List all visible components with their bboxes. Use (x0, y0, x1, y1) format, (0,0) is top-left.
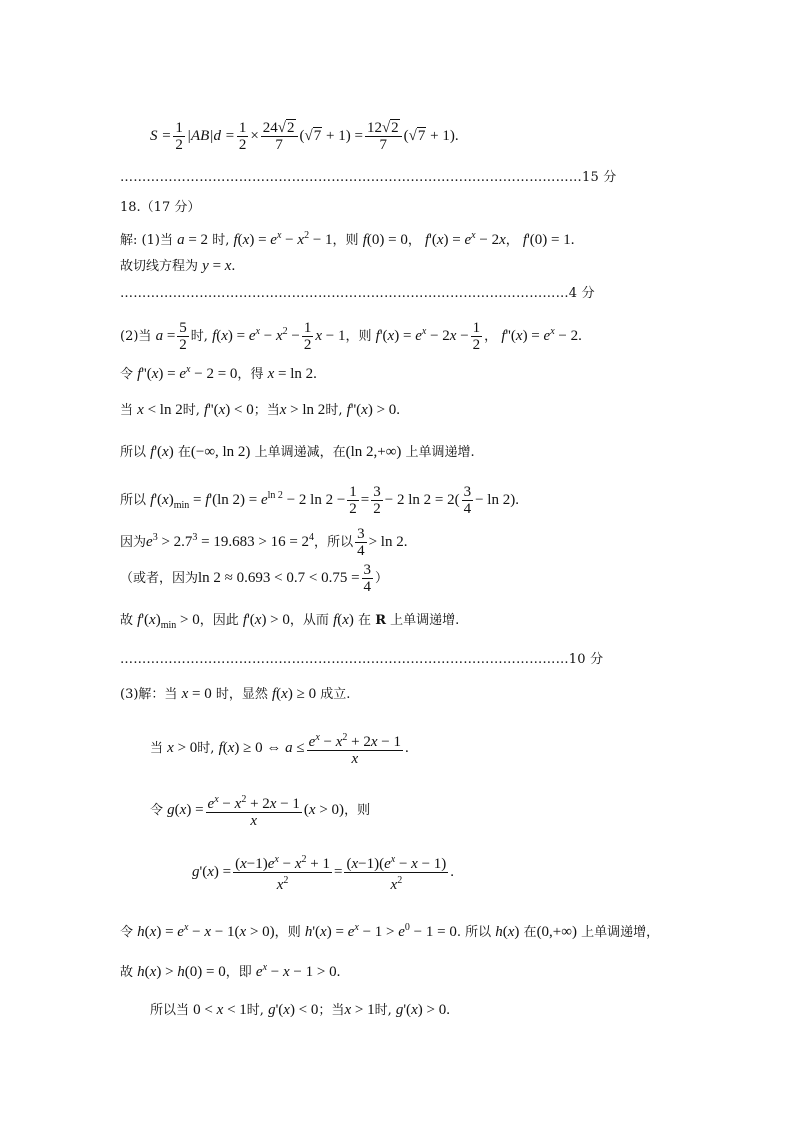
part2-line-e: 所以 $f'(x)_{min} = f'(\ln$ $2) = e^{ln 2} - 2$ ln 2 − $\frac{1}{2}$ = $\frac{3}{2}$ − 2 ln 2 = 2( $\frac{3}{4}$ − ln 2). (120, 484, 519, 517)
fraction: $\frac{1}{2}$ (303, 320, 312, 353)
label-suoyi: 所以 (120, 445, 147, 460)
label-zai: 在 (177, 445, 191, 460)
label-jie: 解: (120, 233, 138, 248)
fraction: $\frac{1}{2}$ (349, 484, 357, 517)
part3-line-e: 令 $h(x) = e^x - x - 1(x > 0)$，则 $h'(x) = e^x - 1 > e^0 - 1 = 0$. 所以 h(x) 在(0,+∞) 上单调递增， (120, 922, 660, 940)
label-ze: 则 (345, 233, 359, 248)
fraction: $\frac{(x-1)(e^x - x - 1)}{x^2}$ (346, 854, 447, 893)
label-inc-comma: 上单调递增， (581, 925, 660, 940)
label-ling-3: 令 (120, 925, 134, 940)
label-shi-4: 时, (325, 403, 343, 418)
tangent-line: 故切线方程为 y = x. (120, 258, 236, 274)
part3-line-d: g'(x) = $\frac{(x-1)e^x - x^2 + 1}{x^2}$ = $\frac{(x-1)(e^x - x - 1)}{x^2}$ . (192, 854, 455, 893)
score-15: ……………………………………………………………………………………………15 分 (120, 170, 617, 185)
label-ji: ，即 (225, 965, 252, 980)
label-xianran: 时，显然 (215, 687, 268, 702)
label-dang: 当 (120, 403, 134, 418)
label-dang-2: 当 (266, 403, 280, 418)
label-huozhe: （或者，因为 (120, 571, 199, 586)
label-inc: 上单调递增. (405, 445, 475, 460)
label-ling-2: 令 (150, 803, 164, 818)
label-huozhe-close: ） (375, 571, 389, 586)
part1-line: 解: (1)当 a = 2 时, $f(x) = e^x - x^2 - 1$，则 f(0) = 0， $f'(x) = e^x - 2x$， f'(0) = 1. (120, 230, 575, 248)
label-when-2: (2)当 (120, 329, 152, 344)
label-suoyi-h: . 所以 (456, 925, 492, 940)
label-dang-4: 当 (176, 1003, 190, 1018)
label-shi-7: 时, (374, 1003, 392, 1018)
part3-line-b: 当 x > 0时, f(x) ≥ 0 ⇔ a ≤ $\frac{e^x - x^2 + 2x - 1}{x}$ . (150, 732, 409, 767)
label-shi-3: 时, (182, 403, 200, 418)
part3-line-g: 所以当 0 < x < 1时, g'(x) < 0；当x > 1时, g'(x) > 0. (150, 1002, 450, 1018)
label-ze-2: 则 (358, 329, 372, 344)
label-suoyi-4: 所以 (150, 1003, 177, 1018)
label-dang-5: 当 (331, 1003, 345, 1018)
score-4: …………………………………………………………………………………………4 分 (120, 286, 595, 301)
label-suoyi-3: 所以 (327, 535, 354, 550)
fraction: $\frac{3}{2}$ (373, 484, 381, 517)
fraction: $\frac{1}{2}$ (175, 120, 183, 154)
fraction: $\frac{24√2}{7}$ (261, 120, 298, 153)
part2-line-h: 故 $f'(x)_{min} > 0$，因此 f'(x) > 0，从而 f(x) 在 R 上单调递增. (120, 612, 460, 631)
label-yinwei: 因为 (120, 535, 147, 550)
part3-line-a: (3)解：当 x = 0 时，显然 f(x) ≥ 0 成立. (120, 686, 351, 702)
fraction: $\frac{e^x - x^2 + 2x - 1}{x}$ (207, 794, 300, 829)
part2-line-g: （或者，因为ln 2 ≈ 0.693 < 0.7 < 0.75 = $\frac{3}{4}$ ） (120, 562, 389, 595)
label-R-inc: 上单调递增. (390, 613, 460, 628)
area-formula: S = $\frac{1}{2}$ |AB|d = $\frac{1}{2}$ × $\frac{24√2}{7}$ (√7 + 1) = $\frac{12√2}{7}$ (√7 + 1). (150, 120, 459, 154)
label-ze-3: ，则 (344, 803, 371, 818)
label-ling: 令 (120, 367, 134, 382)
label-zai-2: 在 (523, 925, 537, 940)
fraction: $\frac{1}{2}$ (238, 120, 247, 154)
label-shi-5: 时, (197, 741, 215, 756)
part3-line-f: 故 h(x) > h(0) = 0，即 $e^x - x - 1 > 0$. (120, 962, 341, 980)
fraction: $\frac{3}{4}$ (363, 562, 372, 595)
fraction: $\frac{12√2}{7}$ (365, 120, 402, 153)
part3-line-c: 令 g(x) = $\frac{e^x - x^2 + 2x - 1}{x}$ (x > 0)，则 (150, 794, 371, 829)
label-zai-R: 在 (358, 613, 372, 628)
label-shi-2: 时, (190, 329, 208, 344)
fraction: $\frac{e^x - x^2 + 2x - 1}{x}$ (308, 732, 402, 767)
label-R: R (375, 613, 387, 628)
label-shi-6: 时, (246, 1003, 264, 1018)
label-chengli: 成立. (320, 687, 351, 702)
label-gu-2: 故 (120, 965, 134, 980)
part2-line-b: 令 $f''(x) = e^x - 2 = 0$，得 x = ln 2. (120, 364, 317, 382)
label-conger: ，从而 (289, 613, 329, 628)
part2-line-f: 因为$e^3 > 2.7^3 = 19.683 > 16 = 2^4$，所以 $\frac{3}{4}$ > ln 2. (120, 526, 408, 559)
label-shi: 时, (212, 233, 230, 248)
label-gu: 故 (120, 613, 134, 628)
score-10: …………………………………………………………………………………………10 分 (120, 652, 604, 667)
label-p3-lead: (3)解：当 (120, 687, 178, 702)
label-tangent: 故切线方程为 (120, 259, 199, 274)
fraction: $\frac{1}{2}$ (472, 320, 481, 353)
fraction: $\frac{3}{4}$ (463, 484, 472, 517)
label-suoyi-2: 所以 (120, 493, 147, 508)
part2-line-c: 当 x < ln 2时, f''(x) < 0；当x > ln 2时, f''(x) > 0. (120, 402, 401, 418)
label-dec: 上单调递减，在 (254, 445, 346, 460)
part2-line-d: 所以 f'(x) 在(−∞, ln 2) 上单调递减，在(ln 2,+∞) 上单调递增. (120, 444, 475, 460)
question-18-title: 18.（17 分） (120, 200, 201, 215)
label-ze-4: 则 (287, 925, 301, 940)
fraction: $\frac{(x-1)e^x - x^2 + 1}{x^2}$ (235, 854, 330, 893)
fraction: $\frac{5}{2}$ (179, 320, 187, 353)
fraction: $\frac{3}{4}$ (357, 526, 365, 559)
part2-line-a: (2)当 a = $\frac{5}{2}$ 时, $f(x) = e^x - x^2$ − $\frac{1}{2}$ x − 1，则 $f'(x) = e^x - 2x$ − $\frac{1}{2}$ ， $f''(x) = e^x - 2$. (120, 320, 582, 353)
label-when: (1)当 (141, 233, 173, 248)
label-de: 得 (250, 367, 264, 382)
label-yinci: ，因此 (199, 613, 239, 628)
label-dang-3: 当 (150, 741, 164, 756)
